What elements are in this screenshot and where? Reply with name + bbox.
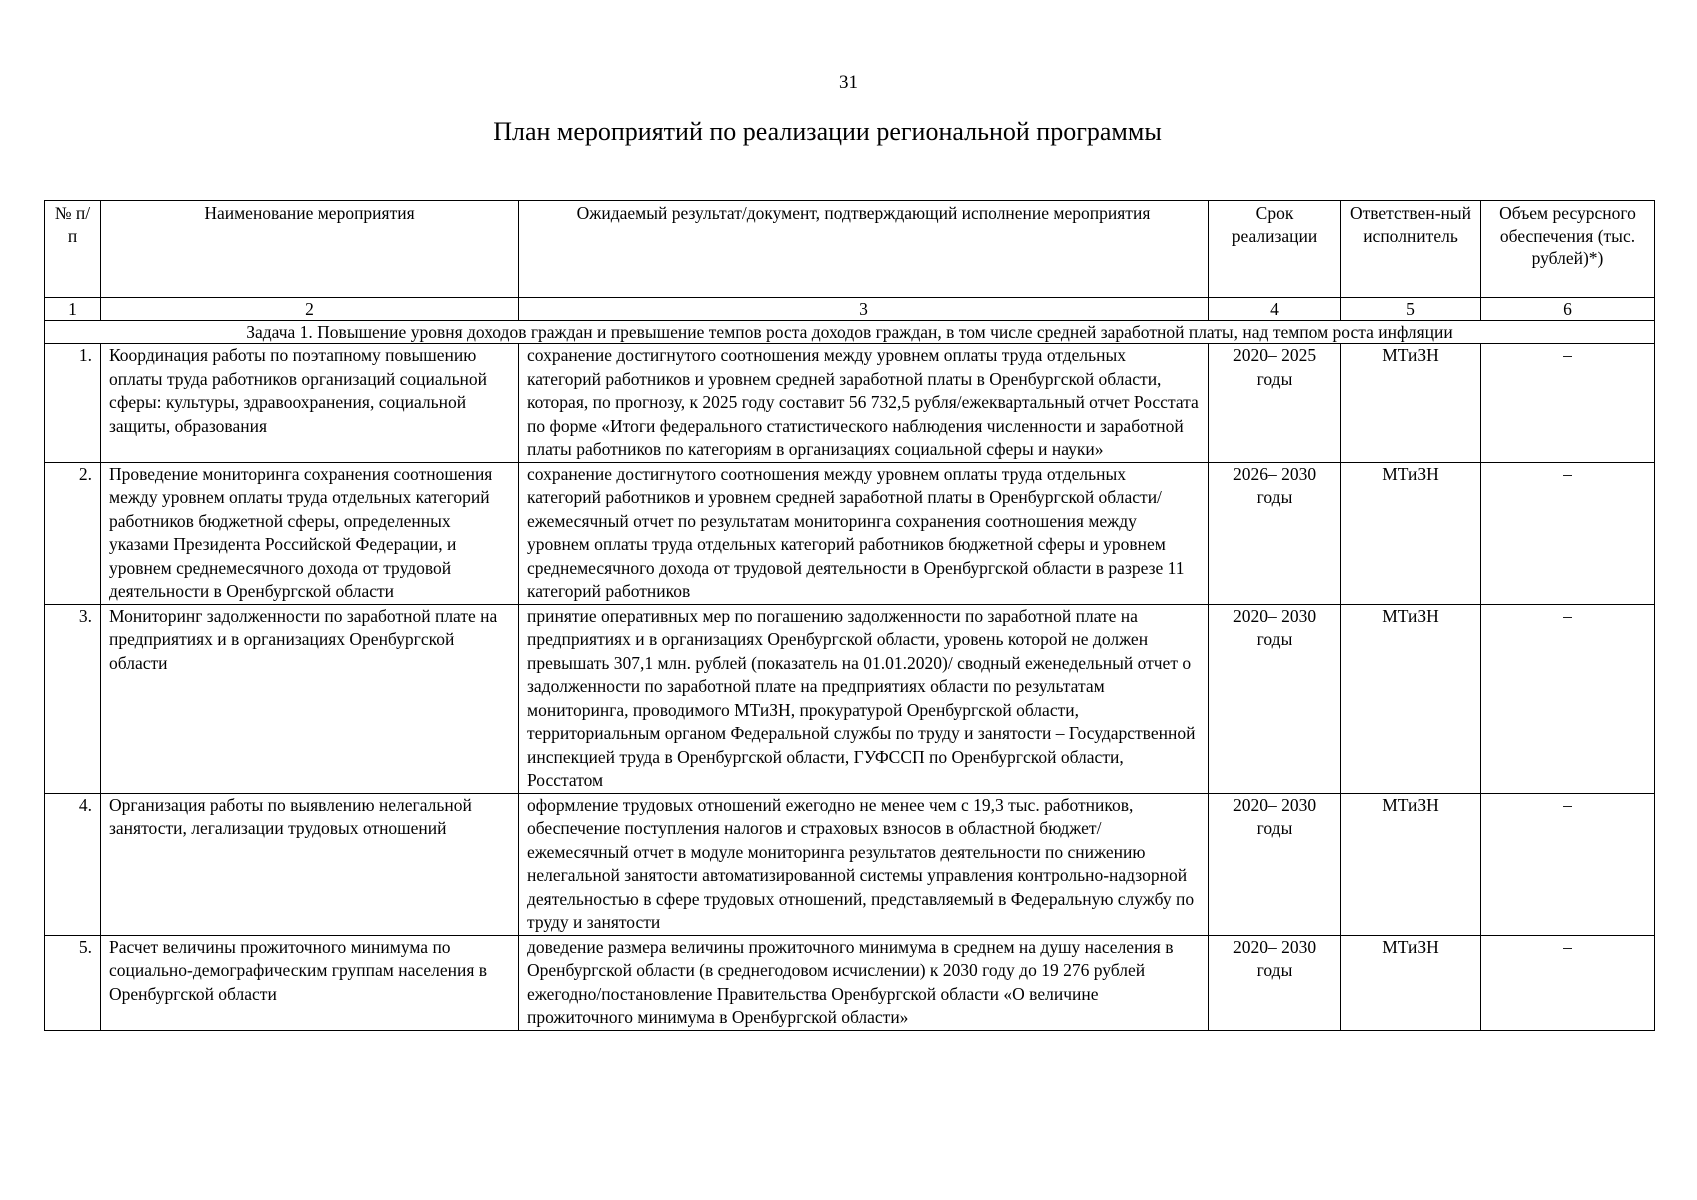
- funding: –: [1481, 462, 1655, 604]
- table-row: [45, 462, 1655, 604]
- plan-table: [44, 200, 1655, 1031]
- term: 2020– 2030 годы: [1209, 935, 1341, 1030]
- executor: МТиЗН: [1341, 935, 1481, 1030]
- funding: –: [1481, 344, 1655, 463]
- row-number: 2.: [45, 462, 101, 604]
- column-number: 5: [1341, 298, 1481, 321]
- column-number: 6: [1481, 298, 1655, 321]
- activity-name: Координация работы по поэтапному повышению оплаты труда работников организаций социальной сферы: культуры, здравоохранения, социальной защиты, образования: [101, 344, 519, 463]
- column-number: 4: [1209, 298, 1341, 321]
- executor: МТиЗН: [1341, 793, 1481, 935]
- column-number-row: [45, 298, 1655, 321]
- column-number: 1: [45, 298, 101, 321]
- table-row: [45, 604, 1655, 793]
- page-number: 31: [839, 72, 858, 93]
- table-header-row: [45, 201, 1655, 298]
- row-number: 1.: [45, 344, 101, 463]
- funding: –: [1481, 604, 1655, 793]
- expected-result: принятие оперативных мер по погашению задолженности по заработной плате на предприятиях и в организациях Оренбургской области, уровень которой не должен превышать 307,1 млн. рублей (показатель на 01.01.2020)/ сводный еженедельный отчет о задолженности по заработной плате на предприятиях области по результатам мониторинга, проводимого МТиЗН, прокуратурой Оренбургской области, территориальным органом Федеральной службы по труду и занятости – Государственной инспекцией труда в Оренбургской области, ГУФССП по Оренбургской области, Росстатом: [519, 604, 1209, 793]
- term: 2020– 2030 годы: [1209, 604, 1341, 793]
- table-row: [45, 344, 1655, 463]
- activity-name: Расчет величины прожиточного минимума по социально-демографическим группам населения в Оренбургской области: [101, 935, 519, 1030]
- funding: –: [1481, 935, 1655, 1030]
- task-row: [45, 321, 1655, 344]
- column-number: 3: [519, 298, 1209, 321]
- activity-name: Мониторинг задолженности по заработной плате на предприятиях и в организациях Оренбургской области: [101, 604, 519, 793]
- executor: МТиЗН: [1341, 462, 1481, 604]
- column-number: 2: [101, 298, 519, 321]
- expected-result: доведение размера величины прожиточного минимума в среднем на душу населения в Оренбургской области (в среднегодовом исчислении) к 2030 году до 19 276 рублей ежегодно/постановление Правительства Оренбургской области «О величине прожиточного минимума в Оренбургской области»: [519, 935, 1209, 1030]
- term: 2026– 2030 годы: [1209, 462, 1341, 604]
- expected-result: сохранение достигнутого соотношения между уровнем оплаты труда отдельных категорий работников и уровнем средней заработной платы в Оренбургской области, которая, по прогнозу, к 2025 году составит 56 732,5 рубля/ежеквартальный отчет Росстата по форме «Итоги федерального статистического наблюдения численности и заработной платы работников по категориям в организациях социальной сферы и науки»: [519, 344, 1209, 463]
- header-number: № п/п: [45, 201, 101, 298]
- header-expected-result: Ожидаемый результат/документ, подтверждающий исполнение мероприятия: [519, 201, 1209, 298]
- table-row: [45, 935, 1655, 1030]
- executor: МТиЗН: [1341, 604, 1481, 793]
- header-funding: Объем ресурсного обеспечения (тыс. рублей)*): [1481, 201, 1655, 298]
- task-heading: Задача 1. Повышение уровня доходов граждан и превышение темпов роста доходов граждан, в том числе средней заработной платы, над темпом роста инфляции: [45, 321, 1655, 344]
- expected-result: оформление трудовых отношений ежегодно не менее чем с 19,3 тыс. работников, обеспечение поступления налогов и страховых взносов в областной бюджет/ежемесячный отчет в модуле мониторинга результатов деятельности по снижению нелегальной занятости автоматизированной системы управления контрольно-надзорной деятельностью в сфере трудовых отношений, представляемый в Федеральную службу по труду и занятости: [519, 793, 1209, 935]
- activity-name: Проведение мониторинга сохранения соотношения между уровнем оплаты труда отдельных категорий работников бюджетной сферы, определенных указами Президента Российской Федерации, и уровнем среднемесячного дохода от трудовой деятельности в Оренбургской области: [101, 462, 519, 604]
- activity-name: Организация работы по выявлению нелегальной занятости, легализации трудовых отношений: [101, 793, 519, 935]
- executor: МТиЗН: [1341, 344, 1481, 463]
- row-number: 4.: [45, 793, 101, 935]
- page-title: План мероприятий по реализации региональной программы: [493, 117, 1162, 146]
- header-executor: Ответствен-ный исполнитель: [1341, 201, 1481, 298]
- funding: –: [1481, 793, 1655, 935]
- term: 2020– 2025 годы: [1209, 344, 1341, 463]
- table-row: [45, 793, 1655, 935]
- row-number: 3.: [45, 604, 101, 793]
- row-number: 5.: [45, 935, 101, 1030]
- expected-result: сохранение достигнутого соотношения между уровнем оплаты труда отдельных категорий работников и уровнем средней заработной платы в Оренбургской области/ежемесячный отчет по результатам мониторинга сохранения соотношения между уровнем оплаты труда отдельных категорий работников бюджетной сферы и уровнем среднемесячного дохода от трудовой деятельности в Оренбургской области в разрезе 11 категорий работников: [519, 462, 1209, 604]
- header-activity-name: Наименование мероприятия: [101, 201, 519, 298]
- header-term: Срок реализации: [1209, 201, 1341, 298]
- term: 2020– 2030 годы: [1209, 793, 1341, 935]
